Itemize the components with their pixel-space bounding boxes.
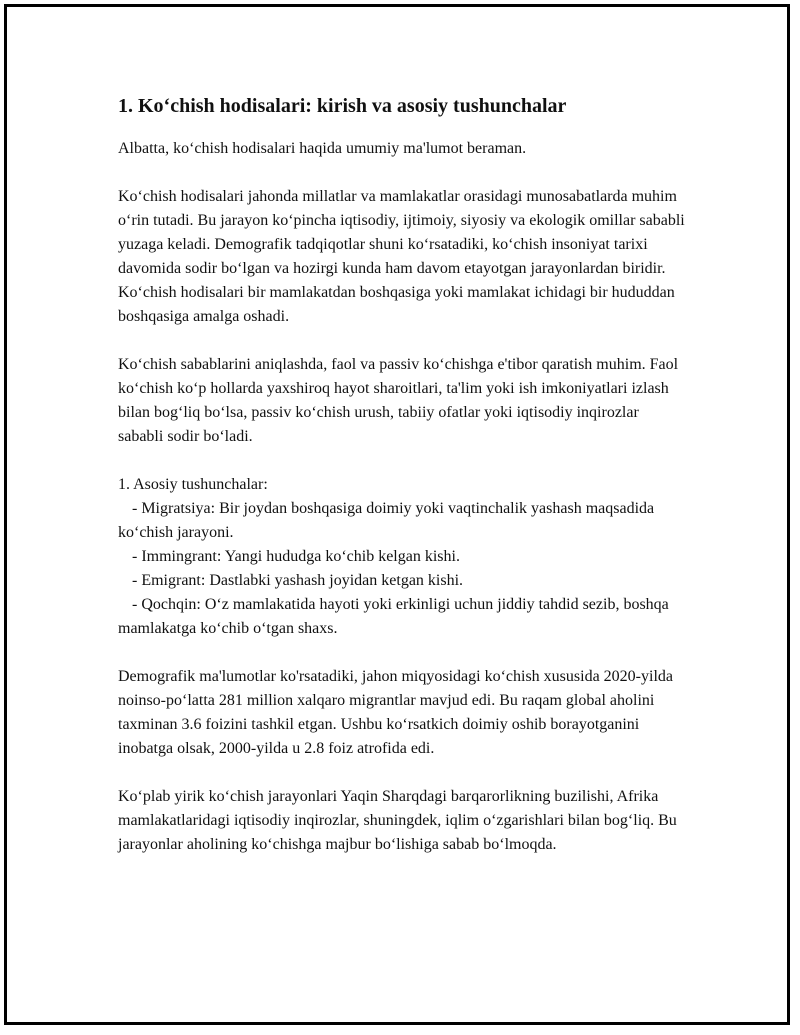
concepts-title: 1. Asosiy tushunchalar: xyxy=(118,476,268,493)
document-heading: 1. Ko‘chish hodisalari: kirish va asosiy tushunchalar xyxy=(118,95,567,117)
intro-paragraph: Albatta, ko‘chish hodisalari haqida umumiy ma'lumot beraman. xyxy=(118,140,527,157)
concept-item-emigrant: - Emigrant: Dastlabki yashash joyidan ketgan kishi. xyxy=(132,572,464,589)
concept-item-refugee: - Qochqin: O‘z mamlakatida hayoti yoki erkinligi uchun jiddiy tahdid sezib, boshqa mamlakatga ko‘chib o‘tgan shaxs. xyxy=(118,596,669,637)
spacer xyxy=(118,161,688,185)
paragraph-causes: Ko‘chish sabablarini aniqlashda, faol va passiv ko‘chishga e'tibor qaratish muhim. Faol ko‘chish ko‘p hollarda yaxshiroq hayot sharoitlari, ta'lim yoki ish imkoniyatlari izlash bilan bog‘liq bo‘lsa, passiv ko‘chish urush, tabiiy ofatlar yoki iqtisodiy inqirozlar sababli sodir bo‘ladi. xyxy=(118,356,679,445)
spacer xyxy=(118,761,688,785)
concept-item-immigrant: - Immingrant: Yangi hududga ko‘chib kelgan kishi. xyxy=(132,548,460,565)
paragraph-major-migrations: Ko‘plab yirik ko‘chish jarayonlari Yaqin Sharqdagi barqarorlikning buzilishi, Afrika mamlakatlaridagi iqtisodiy inqirozlar, shuningdek, iqlim o‘zgarishlari bilan bog‘liq. Bu jarayonlar aholining ko‘chishga majbur bo‘lishiga sabab bo‘lmoqda. xyxy=(118,788,677,853)
concept-item-migration: - Migratsiya: Bir joydan boshqasiga doimiy yoki vaqtinchalik yashash maqsadida ko‘chish jarayoni. xyxy=(118,500,655,541)
spacer xyxy=(118,641,688,665)
spacer xyxy=(118,329,688,353)
paragraph-overview: Ko‘chish hodisalari jahonda millatlar va mamlakatlar orasidagi munosabatlarda muhim o‘rin tutadi. Bu jarayon ko‘pincha iqtisodiy, ijtimoiy, siyosiy va ekologik omillar sababli yuzaga keladi. Demografik tadqiqotlar shuni ko‘rsatadiki, ko‘chish insoniyat tarixi davomida sodir bo‘lgan va hozirgi kunda ham davom etayotgan jarayonlardan biridir. Ko‘chish hodisalari bir mamlakatdan boshqasiga yoki mamlakat ichidagi bir hududdan boshqasiga amalga oshadi. xyxy=(118,188,685,325)
paragraph-statistics: Demografik ma'lumotlar ko'rsatadiki, jahon miqyosidagi ko‘chish xususida 2020-yilda noinso-po‘latta 281 million xalqaro migrantlar mavjud edi. Bu raqam global aholini taxminan 3.6 foizini tashkil etgan. Ushbu ko‘rsatkich doimiy oshib borayotganini inobatga olsak, 2000-yilda u 2.8 foiz atrofida edi. xyxy=(118,668,673,757)
document-body xyxy=(118,93,688,857)
spacer xyxy=(118,449,688,473)
